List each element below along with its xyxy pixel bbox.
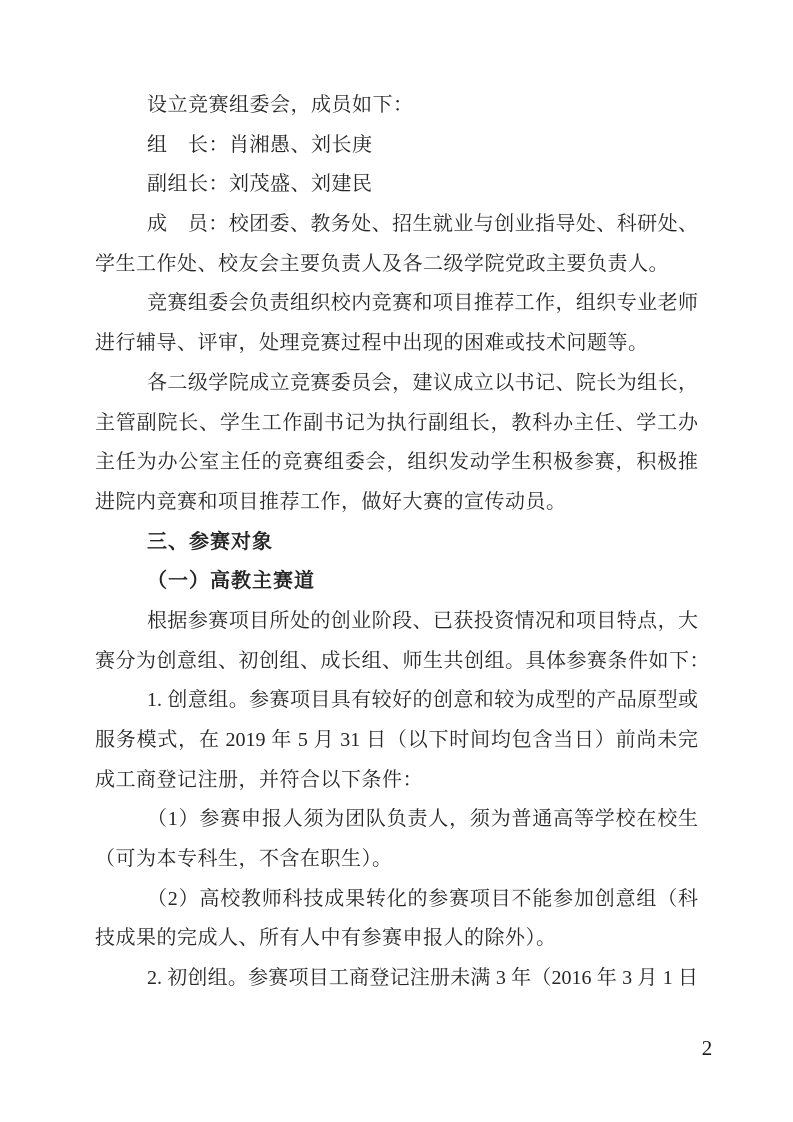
text-line: 赛分为创意组、初创组、成长组、师生共创组。具体参赛条件如下： <box>95 649 710 672</box>
text-line: 服务模式，在 2019 年 5 月 31 日（以下时间均包含当日）前尚未完 <box>95 729 698 751</box>
text-line: 各二级学院成立竞赛委员会，建议成立以书记、院长为组长， <box>147 371 698 394</box>
text-line: 设立竞赛组委会，成员如下： <box>147 94 414 116</box>
text-line: 竞赛组委会负责组织校内竞赛和项目推荐工作，组织专业老师 <box>147 292 698 315</box>
text-line: 学生工作处、校友会主要负责人及各二级学院党政主要负责人。 <box>95 252 669 275</box>
text-line: 成工商登记注册，并符合以下条件： <box>95 768 423 791</box>
text-line: 成 员：校团委、教务处、招生就业与创业指导处、科研处、 <box>147 213 698 236</box>
text-line: 组 长：肖湘愚、刘长庚 <box>147 133 373 156</box>
section-heading: 三、参赛对象 <box>147 530 273 553</box>
text-line: 进院内竞赛和项目推荐工作，做好大赛的宣传动员。 <box>95 490 567 513</box>
text-line: 副组长：刘茂盛、刘建民 <box>147 173 373 196</box>
text-line: 主任为办公室主任的竞赛组委会，组织发动学生积极参赛，积极推 <box>95 451 698 474</box>
text-line: 进行辅导、评审，处理竞赛过程中出现的困难或技术问题等。 <box>95 332 649 355</box>
text-line: （2）高校教师科技成果转化的参赛项目不能参加创意组（科 <box>147 887 698 910</box>
page-number: 2 <box>701 1036 713 1060</box>
text-line: 主管副院长、学生工作副书记为执行副组长，教科办主任、学工办 <box>95 411 698 434</box>
text-line: 技成果的完成人、所有人中有参赛申报人的除外）。 <box>95 927 557 950</box>
document-body <box>95 86 710 999</box>
text-line: 1. 创意组。参赛项目具有较好的创意和较为成型的产品原型或 <box>147 689 698 712</box>
section-heading: （一）高教主赛道 <box>147 570 315 593</box>
text-line: 根据参赛项目所处的创业阶段、已获投资情况和项目特点，大 <box>147 609 698 632</box>
text-line: （可为本专科生，不含在职生）。 <box>95 848 393 871</box>
text-line: （1）参赛申报人须为团队负责人，须为普通高等学校在校生 <box>147 808 698 831</box>
text-line: 2. 初创组。参赛项目工商登记注册未满 3 年（2016 年 3 月 1 日 <box>147 967 698 990</box>
